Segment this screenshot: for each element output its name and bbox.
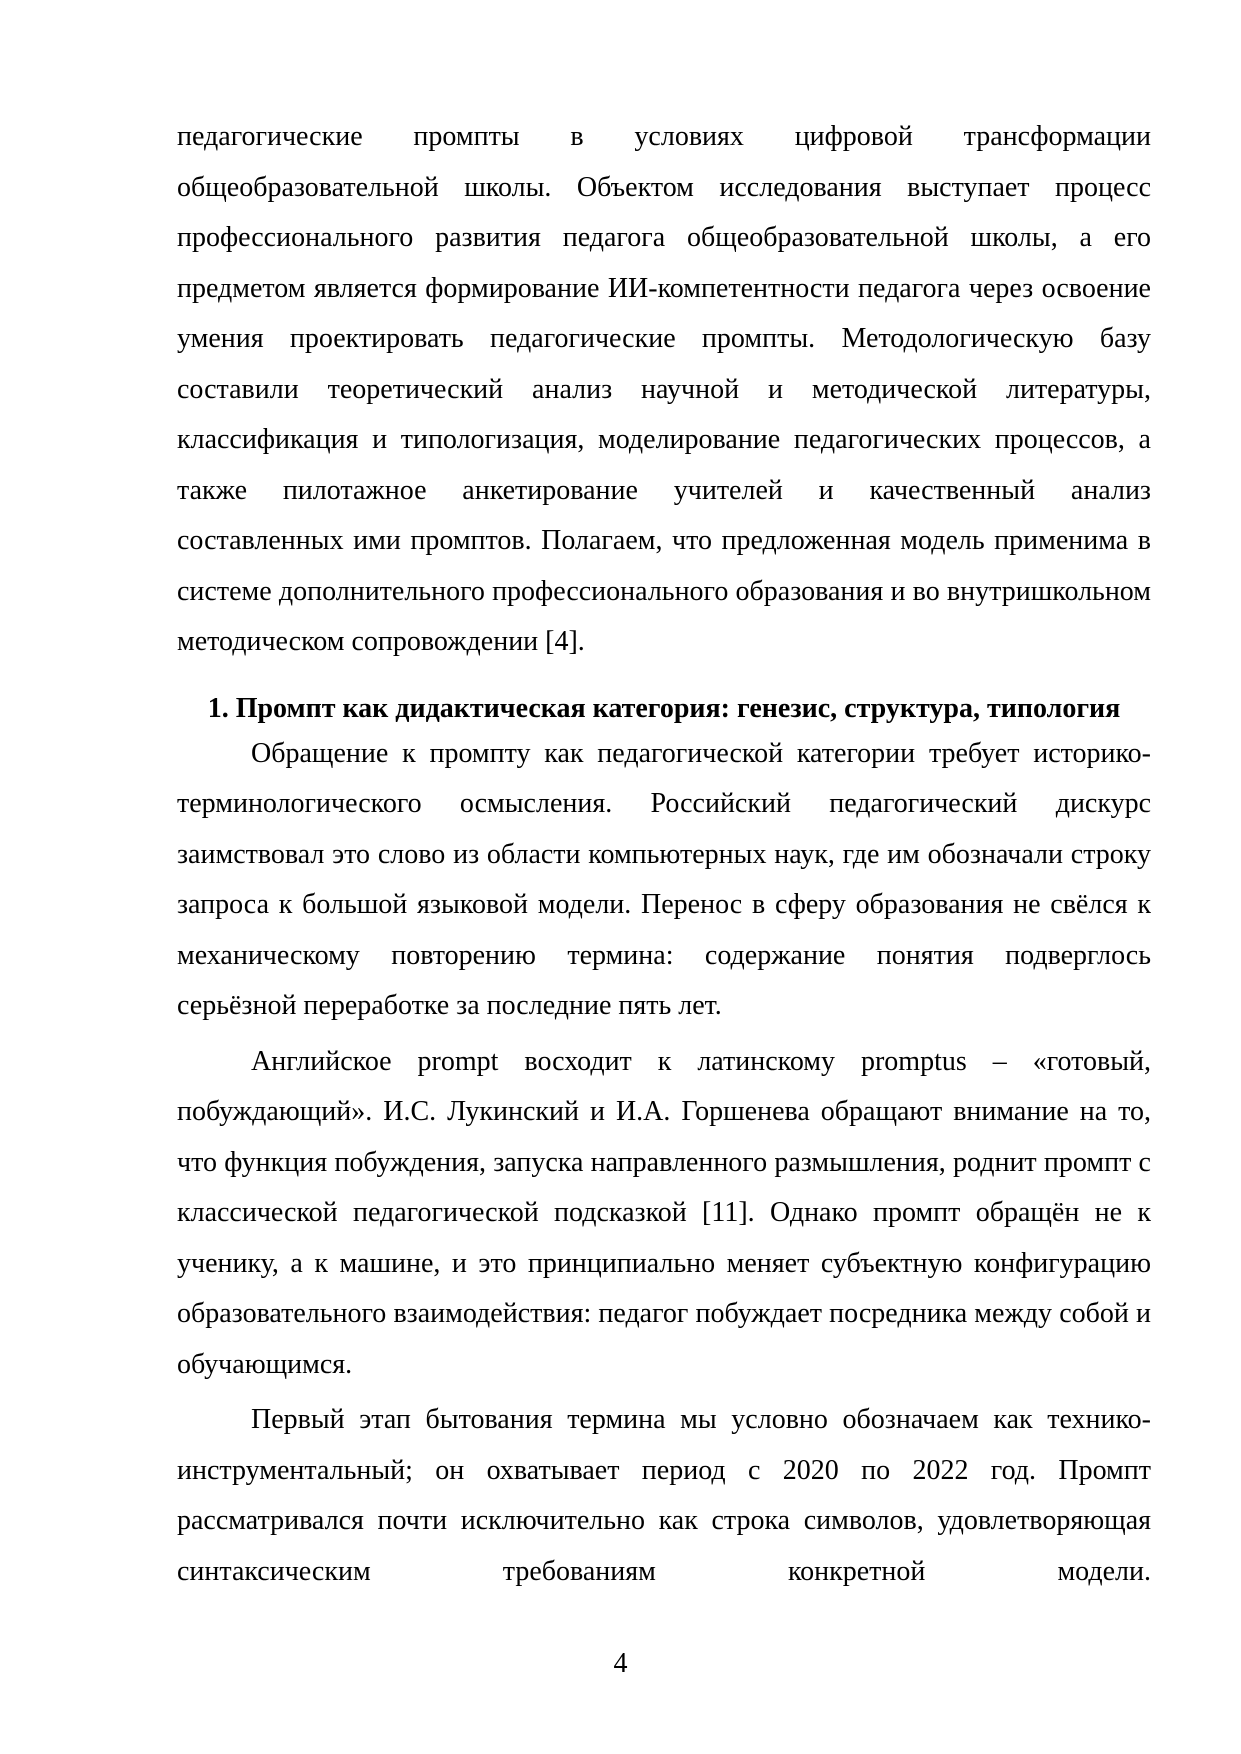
intro-paragraph: педагогические промпты в условиях цифровой трансформации общеобразовательной школы. Объектом исследования выступает процесс профессионального развития педагога общеобразовательной школы, а его предметом является формирование ИИ-компетентности педагога через освоение умения проектировать педагогические промпты. Методологическую базу составили теоретический анализ научной и методической литературы, классификация и типологизация, моделирование педагогических процессов, а также пилотажное анкетирование учителей и качественный анализ составленных ими промптов. Полагаем, что предложенная модель применима в системе дополнительного профессионального образования и во внутришкольном методическом сопровождении [4]. xyxy=(177,121,1151,657)
body-paragraph-3: Первый этап бытования термина мы условно обозначаем как технико-инструментальный; он охватывает период с 2020 по 2022 год. Промпт рассматривался почти исключительно как строка символов, удовлетворяющая синтаксическим требованиям конкретной модели. xyxy=(177,1404,1151,1587)
section-heading: 1. Промпт как дидактическая категория: генезис, структура, типология xyxy=(207,692,1121,724)
page-number: 4 xyxy=(613,1648,628,1679)
body-paragraph-1: Обращение к промпту как педагогической категории требует историко-терминологического осмысления. Российский педагогический дискурс заимствовал это слово из области компьютерных наук, где им обозначали строку запроса к большой языковой модели. Перенос в сферу образования не свёлся к механическому повторению термина: содержание понятия подверглось серьёзной переработке за последние пять лет. xyxy=(177,737,1151,1021)
body-paragraph-2: Английское prompt восходит к латинскому promptus – «готовый, побуждающий». И.С. Лукинский и И.А. Горшенева обращают внимание на то, что функция побуждения, запуска направленного размышления, роднит промпт с классической педагогической подсказкой [11]. Однако промпт обращён не к ученику, а к машине, и это принципиально меняет субъектную конфигурацию образовательного взаимодействия: педагог побуждает посредника между собой и обучающимся. xyxy=(177,1045,1151,1380)
document-page xyxy=(177,112,1151,1597)
